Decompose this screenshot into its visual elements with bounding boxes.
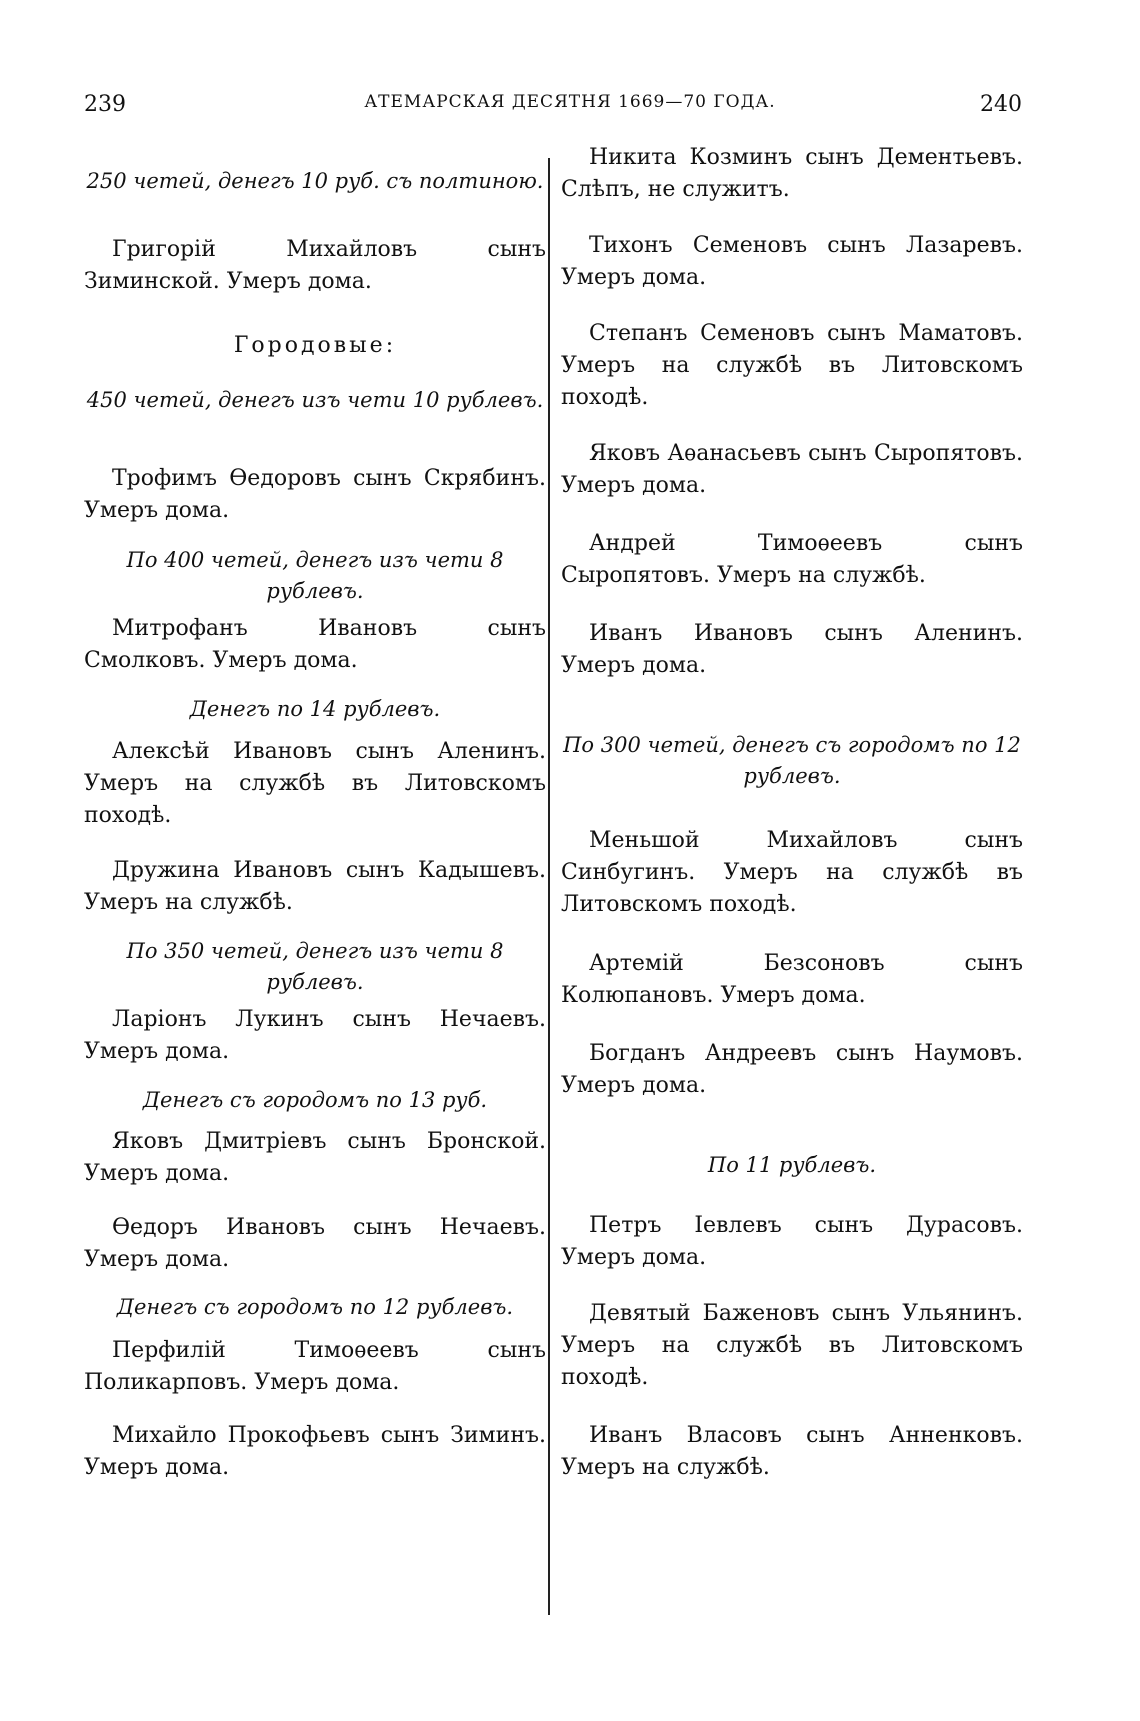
entry: Меньшой Михайловъ сынъ Синбугинъ. Умеръ на службѣ въ Литовскомъ походѣ. — [561, 828, 1023, 917]
entry: Григорій Михайловъ сынъ Зиминской. Умеръ дома. — [84, 237, 546, 294]
section-heading: Денегъ съ городомъ по 12 рублевъ. — [116, 1295, 514, 1319]
entry: Өедоръ Ивановъ сынъ Нечаевъ. Умеръ дома. — [84, 1215, 546, 1272]
entry: Никита Козминъ сынъ Дементьевъ. Слѣпъ, не служитъ. — [561, 145, 1023, 202]
entry: Дружина Ивановъ сынъ Кадышевъ. Умеръ на службѣ. — [84, 858, 546, 915]
section-heading: Денегъ съ городомъ по 13 руб. — [142, 1088, 488, 1112]
entry: Богданъ Андреевъ сынъ Наумовъ. Умеръ дома. — [561, 1041, 1023, 1098]
section-heading: 450 четей, денегъ изъ чети 10 рублевъ. — [86, 388, 544, 412]
entry: Иванъ Ивановъ сынъ Аленинъ. Умеръ дома. — [561, 621, 1023, 678]
entry: Яковъ Аѳанасьевъ сынъ Сыропятовъ. Умеръ дома. — [561, 441, 1023, 498]
entry: Иванъ Власовъ сынъ Анненковъ. Умеръ на службѣ. — [561, 1423, 1023, 1480]
left-column — [84, 0, 546, 1721]
entry: Алексѣй Ивановъ сынъ Аленинъ. Умеръ на службѣ въ Литовскомъ походѣ. — [84, 739, 546, 828]
entry: Митрофанъ Ивановъ сынъ Смолковъ. Умеръ дома. — [84, 616, 546, 673]
section-heading: 250 четей, денегъ 10 руб. съ полтиною. — [86, 169, 544, 193]
page-number-right: 240 — [980, 92, 1022, 117]
running-title: АТЕМАРСКАЯ ДЕСЯТНЯ 1669—70 ГОДА. — [364, 92, 776, 112]
column-divider — [548, 158, 550, 1615]
entry: Андрей Тимоѳеевъ сынъ Сыропятовъ. Умеръ на службѣ. — [561, 531, 1023, 588]
entry: Михайло Прокофьевъ сынъ Зиминъ. Умеръ дома. — [84, 1423, 546, 1480]
entry: Артемій Безсоновъ сынъ Колюпановъ. Умеръ дома. — [561, 951, 1023, 1008]
entry: Трофимъ Өедоровъ сынъ Скрябинъ. Умеръ дома. — [84, 466, 546, 523]
right-column — [561, 0, 1023, 1721]
section-heading: По 400 четей, денегъ изъ чети 8 рублевъ. — [126, 548, 504, 603]
entry: Ларіонъ Лукинъ сынъ Нечаевъ. Умеръ дома. — [84, 1007, 546, 1064]
section-heading: Денегъ по 14 рублевъ. — [189, 697, 441, 721]
section-heading: По 300 четей, денегъ съ городомъ по 12 рублевъ. — [563, 733, 1021, 788]
entry: Перфилій Тимоѳеевъ сынъ Поликарповъ. Умеръ дома. — [84, 1338, 546, 1395]
page-number-left: 239 — [84, 92, 126, 117]
section-subtitle: Городовые: — [233, 333, 397, 358]
entry: Тихонъ Семеновъ сынъ Лазаревъ. Умеръ дома. — [561, 233, 1023, 290]
entry: Петръ Іевлевъ сынъ Дурасовъ. Умеръ дома. — [561, 1213, 1023, 1270]
section-heading: По 11 рублевъ. — [707, 1153, 877, 1177]
entry: Девятый Баженовъ сынъ Ульянинъ. Умеръ на службѣ въ Литовскомъ походѣ. — [561, 1301, 1023, 1390]
section-heading: По 350 четей, денегъ изъ чети 8 рублевъ. — [126, 939, 504, 994]
entry: Яковъ Дмитріевъ сынъ Бронской. Умеръ дома. — [84, 1129, 546, 1186]
entry: Степанъ Семеновъ сынъ Маматовъ. Умеръ на службѣ въ Литовскомъ походѣ. — [561, 321, 1023, 410]
